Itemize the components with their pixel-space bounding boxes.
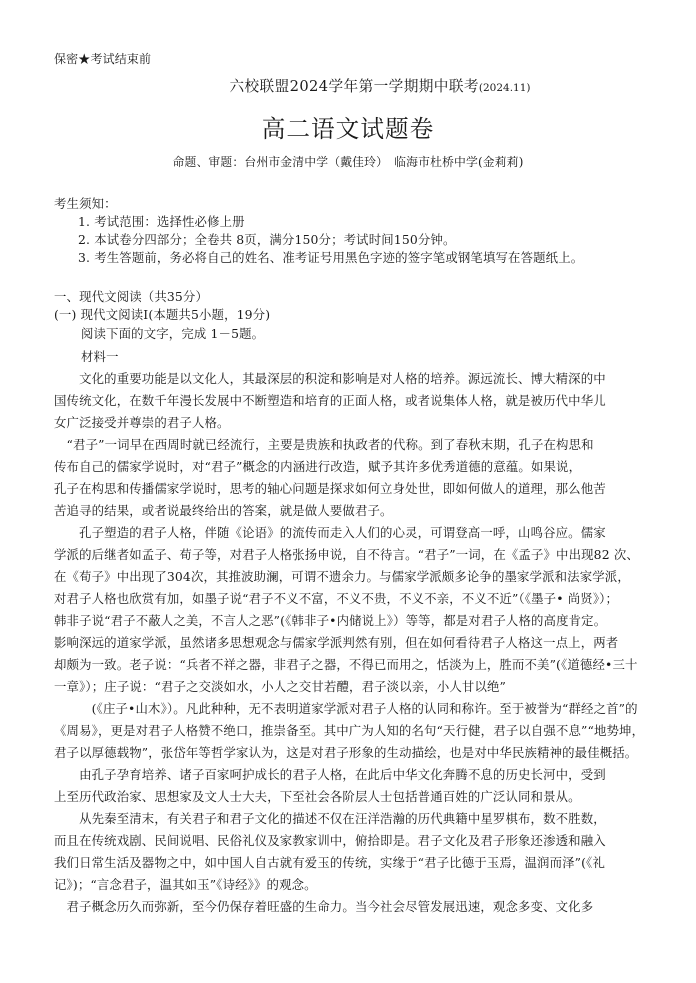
exam-date: (2024.11)	[478, 82, 531, 94]
body-line: 却颇为一致。老子说：“兵者不祥之器，非君子之器，不得已而用之，恬淡为上，胜而不美”(《道德经•三十	[54, 657, 638, 672]
body-line: “君子”一词早在西周时就已经流行，主要是贵族和执政者的代称。到了春秋末期，孔子在构思和	[54, 437, 594, 452]
body-line: (《庄子•山木》）。凡此种种，无不表明道家学派对君子人格的认同和称许。至于被誉为“群经之首”的	[54, 701, 638, 716]
secret-notice: 保密★考试结束前	[54, 52, 152, 66]
exam-title-text: 六校联盟2024学年第一学期期中联考	[229, 78, 479, 95]
body-line: 而且在传统戏剧、民间说唱、民俗礼仪及家教家训中，俯拾即是。君子文化及君子形象还渗透和融入	[54, 833, 606, 848]
body-line: 《周易》，更是对君子人格赞不绝口，推崇备至。其中广为人知的名句“天行健，君子以自强不息”“地势坤，	[54, 723, 645, 738]
body-line: 我们日常生活及器物之中，如中国人自古就有爱玉的传统，实缘于“君子比德于玉焉，温润而泽”(《礼	[54, 855, 605, 870]
body-line: 传布自己的儒家学说时，对“君子”概念的内涵进行改造，赋予其许多优秀道德的意蕴。如果说，	[54, 459, 582, 474]
body-line: 君子概念历久而弥新，至今仍保存着旺盛的生命力。当今社会尽管发展迅速，观念多变、文化多	[54, 899, 594, 914]
body-line: 女广泛接受并尊崇的君子人格。	[54, 415, 230, 430]
body-line: 孔子塑造的君子人格，伴随《论语》的流传而走入人们的心灵，可谓登高一呼，山鸣谷应。儒家	[54, 525, 606, 540]
body-line: 对君子人格也欣赏有加，如墨子说“君子不义不富，不义不贵，不义不亲，不义不近”（《墨子• 尚贤》）；	[54, 591, 619, 606]
notice-heading: 考生须知：	[54, 196, 117, 211]
body-line: 国传统文化，在数千年漫长发展中不断塑造和培育的正面人格，或者说集体人格，就是被历代中华儿	[54, 393, 606, 408]
body-line: 上至历代政治家、思想家及文人士大夫，下至社会各阶层人士包括普通百姓的广泛认同和景从。	[54, 789, 581, 804]
body-line: 在《荀子》中出现了304次，其推波助澜，可谓不遗余力。与儒家学派颇多论争的墨家学派和法家学派，	[54, 569, 630, 584]
body-line: 学派的后继者如孟子、荀子等，对君子人格张扬申说，自不待言。“君子”一词，在《孟子》中出现82 次、	[54, 547, 639, 562]
material-label: 材料一	[81, 349, 119, 364]
notice-item: 1. 考试范围：选择性必修上册	[78, 214, 245, 229]
body-line: 由孔子孕育培养、诸子百家呵护成长的君子人格，在此后中华文化奔腾不息的历史长河中，受到	[54, 767, 606, 782]
instruction: 阅读下面的文字，完成 1－5题。	[81, 326, 265, 341]
notice-item: 2. 本试卷分四部分；全卷共 8页，满分150分；考试时间150分钟。	[78, 232, 456, 247]
paper-title: 高二语文试题卷	[261, 115, 435, 143]
body-line: 君子以厚德载物”，张岱年等哲学家认为，这是对君子形象的生动描绘，也是对中华民族精神的最佳概括。	[54, 745, 638, 760]
section-heading: 一、现代文阅读（共35分）	[54, 289, 209, 304]
notice-item: 3. 考生答题前，务必将自己的姓名、准考证号用黑色字迹的签字笔或钢笔填写在答题纸上。	[78, 250, 584, 265]
body-line: 影响深远的道家学派，虽然诸多思想观念与儒家学派判然有别，但在如何看待君子人格这一点上，两者	[54, 635, 619, 650]
authors-line: 命题、审题：台州市金清中学（戴佳玲） 临海市杜桥中学(金莉莉)	[172, 155, 524, 169]
body-line: 一章》）；庄子说：“君子之交淡如水，小人之交甘若醴，君子淡以亲，小人甘以绝”	[54, 679, 507, 694]
body-line: 记》)；“言念君子，温其如玉”《诗经》》的观念。	[54, 877, 317, 892]
body-line: 文化的重要功能是以文化人，其最深层的积淀和影响是对人格的培养。源远流长、博大精深的中	[54, 371, 606, 386]
body-line: 苦追寻的结果，或者说最终给出的答案，就是做人要做君子。	[54, 503, 393, 518]
body-line: 孔子在构思和传播儒家学说时，思考的轴心问题是探求如何立身处世，即如何做人的道理，那么他苦	[54, 481, 606, 496]
body-line: 韩非子说“君子不蔽人之美，不言人之恶”(《韩非子•内储说上》）等等，都是对君子人格的高度肯定。	[54, 613, 607, 628]
exam-title	[0, 76, 696, 99]
body-line: 从先秦至清末，有关君子和君子文化的描述不仅在汪洋浩瀚的历代典籍中星罗棋布，数不胜数，	[54, 811, 606, 826]
subsection-heading: (一) 现代文阅读Ⅰ(本题共5小题，19分)	[54, 307, 271, 322]
